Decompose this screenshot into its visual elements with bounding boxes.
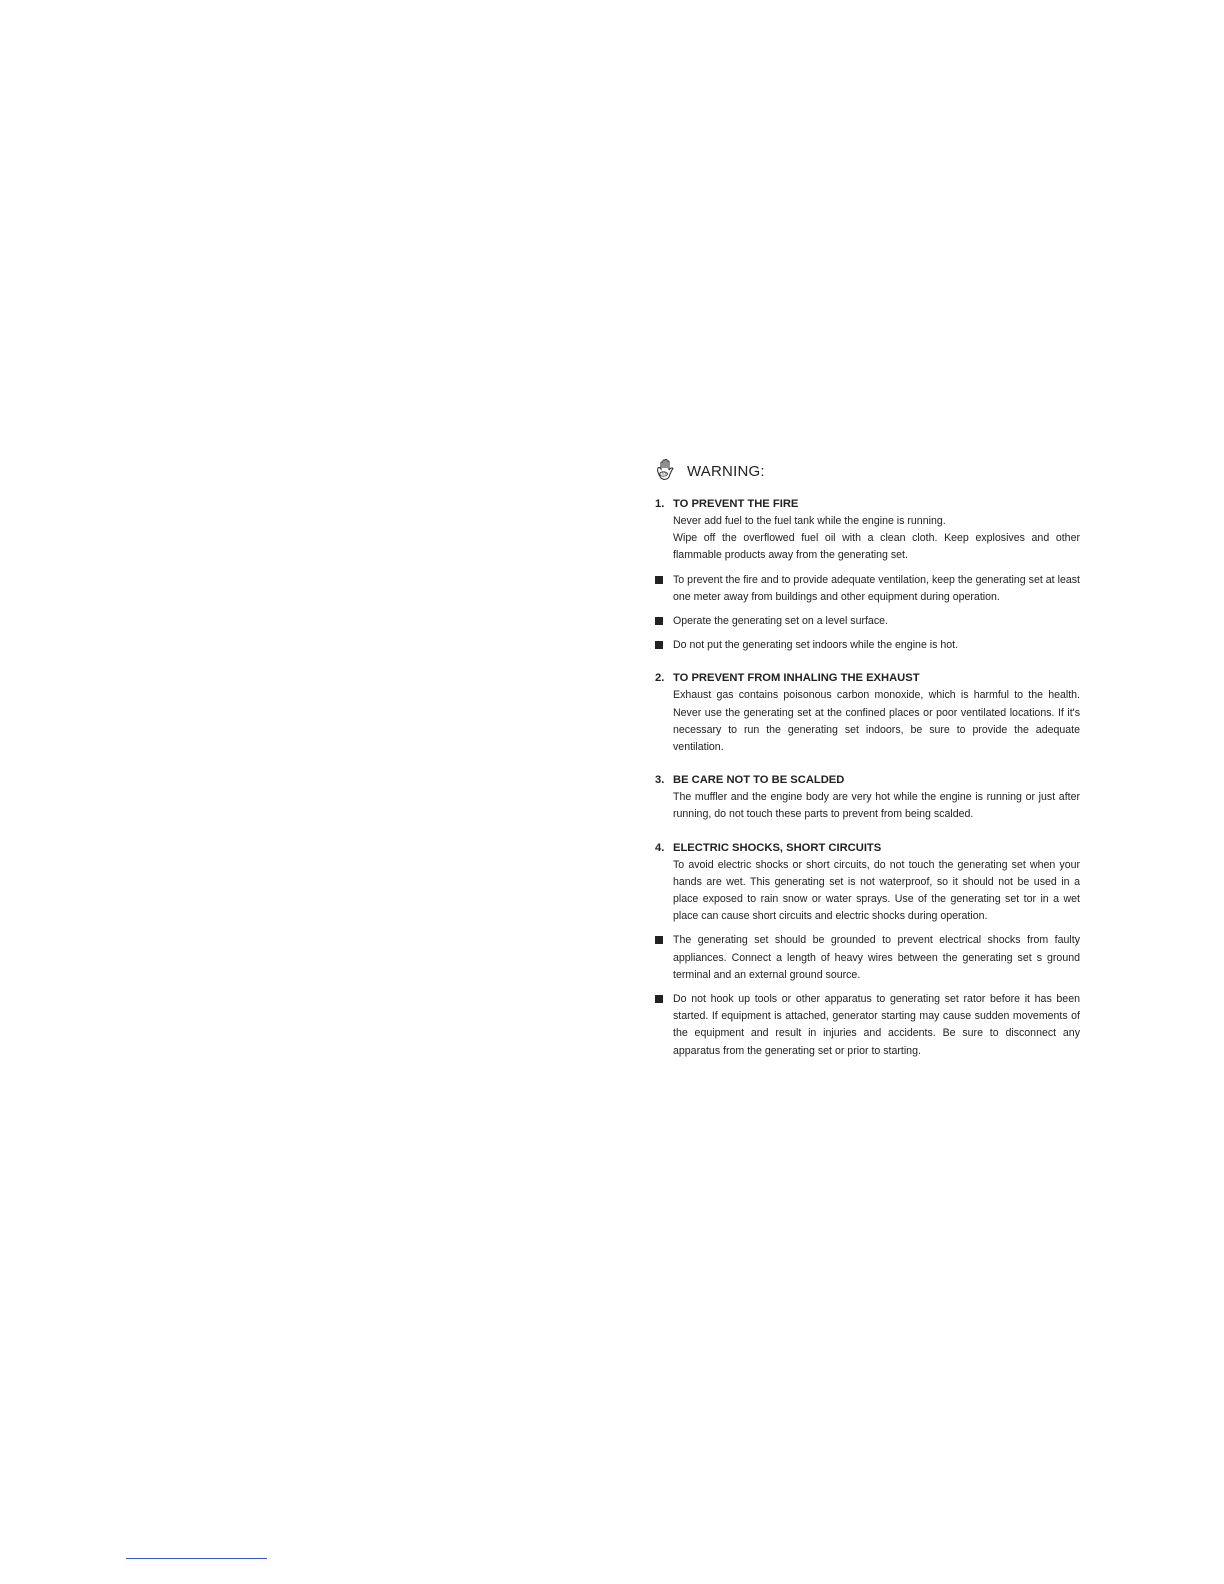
section-paragraph: Exhaust gas contains poisonous carbon monoxide, which is harmful to the health. Never use the generating set at the confined places or poor ventilated locations. If it's necessary to run the generating set indoors, be sure to provide the adequate ventilation.	[673, 689, 1080, 754]
section-paragraph: Never add fuel to the fuel tank while the engine is running.	[673, 515, 946, 527]
bullet-item	[655, 932, 1080, 984]
section-number: 1.	[655, 498, 665, 510]
bullet-text: Do not hook up tools or other apparatus to generating set rator before it has been started. If equipment is attached, generator starting may cause sudden movements of the equipment and result in injuries and accidents. Be sure to disconnect any apparatus from the generating set or prior to starting.	[673, 993, 1080, 1057]
bullet-text: Operate the generating set on a level surface.	[673, 615, 888, 628]
section-heading	[655, 670, 1080, 687]
bullet-item	[655, 991, 1080, 1060]
warning-title: WARNING:	[687, 462, 765, 480]
section-electric	[655, 840, 1080, 1060]
warning-block	[655, 456, 1080, 1060]
section-paragraph: Wipe off the overflowed fuel oil with a clean cloth. Keep explosives and other flammable products away from the generating set.	[673, 532, 1080, 562]
bullet-item	[655, 613, 1080, 630]
square-bullet-icon	[655, 613, 673, 630]
square-bullet-icon	[655, 991, 673, 1060]
section-title: TO PREVENT THE FIRE	[673, 498, 799, 510]
square-bullet-icon	[655, 637, 673, 654]
bullet-text: To prevent the fire and to provide adequate ventilation, keep the generating set at least one meter away from buildings and other equipment during operation.	[673, 573, 1080, 603]
bullet-text: The generating set should be grounded to prevent electrical shocks from faulty appliances. Connect a length of heavy wires between the generating set s ground terminal and an external ground source.	[673, 934, 1080, 981]
bullet-item	[655, 637, 1080, 654]
section-heading	[655, 840, 1080, 857]
section-number: 3.	[655, 774, 665, 787]
section-title: TO PREVENT FROM INHALING THE EXHAUST	[673, 672, 920, 685]
svg-text:STOP: STOP	[659, 472, 668, 477]
section-title: ELECTRIC SHOCKS, SHORT CIRCUITS	[673, 841, 882, 854]
warning-header	[655, 456, 1080, 486]
section-number: 2.	[655, 672, 665, 685]
bullet-text: Do not put the generating set indoors while the engine is hot.	[673, 639, 959, 652]
section-scald	[655, 772, 1080, 823]
section-heading	[655, 772, 1080, 789]
section-paragraph: To avoid electric shocks or short circuits, do not touch the generating set when your hands are wet. This generating set is not waterproof, so it should not be used in a place exposed to rain snow or water sprays. Use of the generating set tor in a wet place can cause short circuits and electric shocks during operation.	[673, 858, 1080, 923]
square-bullet-icon	[655, 572, 673, 606]
section-exhaust	[655, 670, 1080, 756]
square-bullet-icon	[655, 932, 673, 984]
section-paragraph: The muffler and the engine body are very hot while the engine is running or just after running, do not touch these parts to prevent from being scalded.	[673, 791, 1080, 821]
section-heading	[655, 496, 1080, 513]
section-fire	[655, 496, 1080, 654]
stop-hand-icon	[655, 458, 679, 484]
bullet-item	[655, 572, 1080, 606]
bottom-link-underline	[126, 1558, 267, 1559]
section-number: 4.	[655, 841, 665, 854]
section-title: BE CARE NOT TO BE SCALDED	[673, 774, 845, 787]
